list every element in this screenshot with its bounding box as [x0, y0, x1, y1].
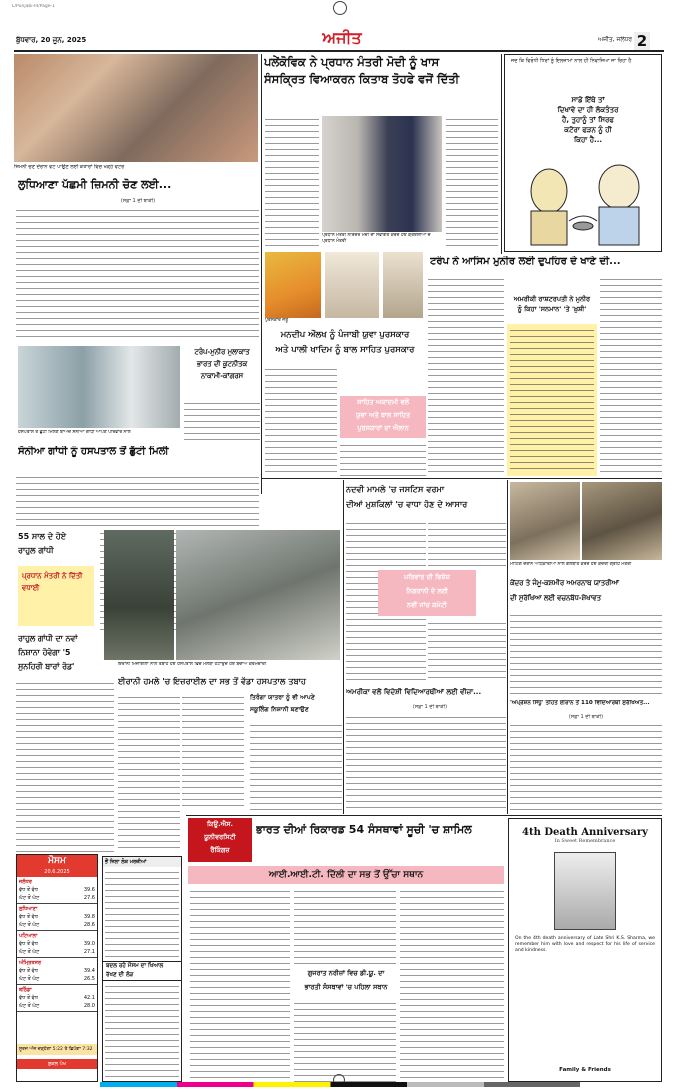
- rahul-pull-quote: [18, 566, 94, 626]
- iran-left-photo: [104, 530, 174, 660]
- award-photo-caption: ਪੁਰਸਕਾਰ ਜੇਤੂ: [265, 318, 289, 323]
- plenkovic-headline-2: ਸੰਸਕ੍ਰਿਤ ਵਿਆਕਰਨ ਕਿਤਾਬ ਤੋਹਫੇ ਵਜੋਂ ਦਿੱਤੀ: [264, 72, 460, 86]
- weather-city: [17, 877, 97, 904]
- nadvi-body-right: [428, 520, 506, 568]
- kashmir-photo-caption: ਮੀਟਿੰਗ ਦੌਰਾਨ ਅਧਿਕਾਰੀਆਂ ਨਾਲ ਗੱਲਬਾਤ ਕਰਦੇ ਹੋਏ ਕੇਂਦਰੀ ਗ੍ਰਹਿ ਮੰਤਰੀ: [510, 562, 632, 567]
- qs-headline: ਭਾਰਤ ਦੀਆਂ ਰਿਕਾਰਡ 54 ਸੰਸਥਾਵਾਂ ਸੂਚੀ 'ਚ ਸ਼ਾਮਿਲ: [256, 823, 472, 836]
- award-callout-2: ਯੁਵਾ ਅਤੇ ਬਾਲ ਸਾਹਿਤ: [356, 411, 410, 419]
- iran-hospital-photo: [176, 530, 340, 660]
- weather-min-row: [19, 894, 95, 902]
- award-callout-1: ਸਾਹਿਤ ਅਕਾਦਮੀ ਵਲੋਂ: [357, 398, 409, 406]
- weather-min-value: 27.6: [83, 895, 95, 901]
- sonia-photo: [18, 346, 180, 428]
- nadvi-headline-2: ਦੀਆਂ ਮੁਸ਼ਕਿਲਾਂ 'ਚ ਵਾਧਾ ਹੋਣ ਦੇ ਆਸਾਰ: [346, 499, 468, 509]
- award-callout-3: ਪੁਰਸਕਾਰਾਂ ਦਾ ਐਲਾਨ: [357, 424, 409, 432]
- visa-headline: ਅਮਰੀਕਾ ਵਲੋਂ ਵਿਦੇਸ਼ੀ ਵਿਦਿਆਰਥੀਆਂ ਲਈ ਵੀਜ਼ਾ...: [346, 688, 482, 696]
- printer-line: L/Punjabi-III/Page-1: [12, 4, 55, 9]
- weather-min-label: ਘੱਟ ਤੋਂ ਘੱਟ: [19, 1003, 40, 1009]
- tiranga-headline-1: ਤਿਰੰਗਾ ਯਾਤਰਾ ਨੂੰ ਵੀ ਆਪਣੇ: [250, 694, 315, 701]
- weather-min-row: [19, 948, 95, 956]
- qs-body-1: [190, 888, 290, 1082]
- rahul-slogan-3: ਸੁਨਹਿਰੀ ਬਾਰਾਂ ਰੋਡ': [18, 662, 75, 671]
- death-anniversary-body: On the 4th death anniversary of Late Shri K.S. Sharma, we remember him with love and respect for his life of service and kindness.: [515, 936, 655, 953]
- ludhiana-body: [16, 207, 259, 341]
- qs-sub2-2: ਭਾਰਤੀ ਸੰਸਥਾਵਾਂ 'ਚ ਪਹਿਲਾ ਸਥਾਨ: [304, 983, 388, 991]
- weather-max-label: ਵੱਧ ਤੋਂ ਵੱਧ: [19, 968, 38, 974]
- plenkovic-body-left: [265, 116, 319, 246]
- meeting-headline-3: ਨਾਕਾਮੀ-ਕਾਂਗਰਸ: [200, 372, 244, 380]
- award-portrait-1: [325, 252, 379, 318]
- weather-max-value: 39.6: [83, 887, 95, 893]
- weather-city: [17, 904, 97, 931]
- plenkovic-photo-caption: ਪ੍ਰਧਾਨ ਮੰਤਰੀ ਨਰਿੰਦਰ ਮੋਦੀ ਦਾ ਸਵਾਗਤ ਕਰਦੇ ਹੋਏ ਕ੍ਰੋਏਸ਼ੀਆ ਦੇ ਪ੍ਰਧਾਨ ਮੰਤਰੀ: [322, 233, 431, 244]
- qs-sub2-1: ਗੁਜਰਾਤ ਨਰੀਜ਼ਾਂ ਵਿਚ ਡੀ.ਯੂ. ਦਾ: [307, 969, 385, 977]
- weather-max-value: 39.8: [83, 914, 95, 920]
- page-number: 2: [634, 32, 650, 50]
- weather-min-label: ਘੱਟ ਤੋਂ ਘੱਟ: [19, 895, 40, 901]
- rahul-55-headline: [18, 530, 98, 564]
- ludhiana-voters-photo: [14, 54, 258, 162]
- iran-photo-caption: ਇਰਾਨੀ ਮਿਜ਼ਾਈਲਾਂ ਨਾਲ ਤਬਾਹ ਹੋਏ ਹਸਪਤਾਲ ਵਿਚ ਮਲਬਾ ਹਟਾਉਂਦੇ ਹੋਏ ਬਚਾਅ ਕਰਮਚਾਰੀ: [118, 662, 267, 667]
- horizontal-rule-mid: [262, 478, 662, 479]
- qs-badge-2: ਯੂਨੀਵਰਸਿਟੀ: [204, 833, 236, 841]
- cartoon-figures: [509, 151, 659, 249]
- kashmir-meeting-photo-1: [510, 482, 580, 560]
- weather-city-name: ਪਟਿਆਲਾ: [19, 933, 38, 939]
- award-body-right: [340, 442, 426, 476]
- award-portrait-2: [383, 252, 423, 318]
- weather-max-label: ਵੱਧ ਤੋਂ ਵੱਧ: [19, 995, 38, 1001]
- weather-min-value: 28.0: [83, 1003, 95, 1009]
- weather-min-value: 28.6: [83, 922, 95, 928]
- continued-label: (ਸਫ਼ਾ 1 ਦੀ ਬਾਕੀ): [120, 198, 156, 204]
- trump-munir-meeting-body: [184, 400, 260, 442]
- nadvi-callout-3: ਨਵੀਂ ਜਾਂਚ ਕਮੇਟੀ: [407, 601, 447, 609]
- weather-city: [17, 958, 97, 985]
- trump-munir-lunch-headline: ਟਰੰਪ ਨੇ ਆਸਿਮ ਮੁਨੀਰ ਲਈ ਦੁਪਹਿਰ ਦੇ ਖਾਣੇ ਦੀ...: [430, 256, 621, 267]
- weather-title-bar: [17, 855, 97, 877]
- header-rule: [14, 50, 664, 52]
- cartoon-speech-5: ਕਿਹਾ ਹੈ...: [573, 136, 603, 144]
- plenkovic-headline-1: ਪਲੇਂਕੋਵਿਕ ਨੇ ਪ੍ਰਧਾਨ ਮੰਤਰੀ ਮੋਦੀ ਨੂੰ ਖਾਸ: [264, 55, 440, 69]
- weather-date: 20.6.2025: [44, 869, 70, 875]
- death-anniversary-ad: [508, 818, 662, 1082]
- sonia-body: [16, 474, 259, 526]
- visa-body: [346, 714, 506, 810]
- death-anniversary-signoff: Family & Friends: [559, 1067, 611, 1073]
- modi-plenkovic-photo: [322, 116, 442, 232]
- weather-city: [17, 931, 97, 958]
- plenkovic-body-right: [446, 116, 498, 246]
- weather-city: [17, 985, 97, 1012]
- weather-city-name: ਜਲੰਧਰ: [19, 879, 32, 885]
- kashmir-body: [510, 612, 662, 696]
- qs-badge: [188, 818, 252, 862]
- weather-max-row: [19, 886, 95, 894]
- death-anniversary-subtitle: In Sweet Remembrance: [554, 838, 616, 844]
- qs-body-2: [294, 888, 396, 964]
- qs-body-4: [400, 888, 504, 1082]
- weather-min-row: [19, 1002, 95, 1010]
- kashmir-headline-1: ਕੇਂਦਰ ਤੇ ਜੰਮੂ-ਕਸ਼ਮੀਰ ਅਮਰਨਾਥ ਯਾਤਰੀਆਂ: [510, 579, 619, 587]
- weather-min-value: 27.1: [83, 949, 95, 955]
- registration-mark-top: [333, 1, 347, 15]
- afghan-continued: (ਸਫ਼ਾ 1 ਦੀ ਬਾਕੀ): [568, 714, 604, 720]
- afghan-body: [510, 722, 662, 814]
- weather-box: [16, 854, 98, 1082]
- rahul-55-line-1: 55 ਸਾਲ ਦੇ ਹੋਏ: [18, 532, 67, 541]
- cartoon-speech-4: ਕਟੋਰਾ ਫੜਨ ਨੂੰ ਹੀ: [564, 126, 612, 134]
- nadvi-headline-1: ਨਦਵੀ ਮਾਮਲੇ 'ਚ ਜਸਟਿਸ ਵਰਮਾ: [346, 484, 445, 494]
- cartoon-frame: [504, 54, 662, 252]
- nadvi-callout: [378, 570, 476, 616]
- iran-headline: ਈਰਾਨੀ ਹਮਲੇ 'ਚ ਇਜ਼ਰਾਈਲ ਦਾ ਸਭ ਤੋਂ ਵੱਡਾ ਹਸਪਤਾਲ ਤਬਾਹ: [118, 676, 307, 686]
- masthead: ਅਜੀਤ: [322, 28, 362, 47]
- weather-city-name: ਲੁਧਿਆਣਾ: [19, 906, 38, 912]
- rahul-pull-quote-text: ਪ੍ਰਧਾਨ ਮੰਤਰੀ ਨੇ ਦਿੱਤੀ ਵਧਾਈ: [22, 572, 83, 592]
- tiranga-body: [250, 722, 342, 810]
- rahul-55-line-2: ਰਾਹੁਲ ਗਾਂਧੀ: [18, 546, 54, 555]
- issue-date: ਬੁੱਧਵਾਰ, 20 ਜੂਨ, 2025: [16, 36, 87, 44]
- nadvi-body-bottom: [428, 620, 506, 680]
- weather-min-row: [19, 921, 95, 929]
- award-callout: [340, 396, 426, 438]
- weather-city-name: ਬਠਿੰਡਾ: [19, 987, 32, 993]
- award-headline-box: [265, 328, 425, 362]
- diary-box: [102, 856, 182, 1082]
- cartoon-caption: ਜਦ ਕਿ ਵਿਰੋਧੀ ਧਿਰਾਂ ਨੂੰ ਇਲਜ਼ਾਮਾਂ ਨਾਲ ਹੀ ਨਿਵਾਜਿਆ ਜਾ ਰਿਹਾ ਹੈ: [511, 58, 632, 64]
- award-headline-1: ਮਨਦੀਪ ਔਲਖ ਨੂੰ ਪੰਜਾਬੀ ਯੁਵਾ ਪੁਰਸਕਾਰ: [280, 330, 410, 340]
- weather-title: ਮੌਸਮ: [48, 856, 66, 866]
- edition-label: ਅਜੀਤ, ਜਲੰਧਰ: [597, 36, 632, 43]
- diary-headline-1: ਬਦਲ ਰਹੇ ਮੌਸਮ ਦਾ ਖਿਆਲ: [106, 963, 164, 969]
- weather-min-label: ਘੱਟ ਤੋਂ ਘੱਟ: [19, 949, 40, 955]
- weather-max-value: 39.0: [83, 941, 95, 947]
- weather-max-value: 42.1: [83, 995, 95, 1001]
- weather-max-label: ਵੱਧ ਤੋਂ ਵੱਧ: [19, 914, 38, 920]
- iran-body-2: [182, 694, 244, 810]
- ludhiana-headline: ਲੁਧਿਆਣਾ ਪੱਛਮੀ ਜ਼ਿਮਨੀ ਚੋਣ ਲਈ...: [18, 178, 172, 191]
- rahul-slogan-headline: [18, 632, 114, 678]
- sonia-photo-caption: ਹਸਪਤਾਲ ਤੋਂ ਛੁੱਟੀ ਮਿਲਣ ਬਾਅਦ ਸੋਨੀਆ ਗਾਂਧੀ ਆਪਣੇ ਪਰਿਵਾਰ ਨਾਲ: [18, 430, 131, 435]
- weather-min-row: [19, 975, 95, 983]
- rahul-slogan-1: ਰਾਹੁਲ ਗਾਂਧੀ ਦਾ ਨਵਾਂ: [18, 634, 78, 643]
- weather-max-row: [19, 940, 95, 948]
- qs-subheadline-text: ਆਈ.ਆਈ.ਟੀ. ਦਿੱਲੀ ਦਾ ਸਭ ਤੋਂ ਉੱਚਾ ਸਥਾਨ: [268, 870, 424, 880]
- award-headline-2: ਅਤੇ ਪਾਲੀ ਖਾਦਿਮ ਨੂੰ ਬਾਲ ਸਾਹਿਤ ਪੁਰਸਕਾਰ: [275, 345, 415, 355]
- kashmir-headline: [510, 576, 662, 608]
- weather-min-value: 26.5: [83, 976, 95, 982]
- nadvi-callout-2: ਨਿਗਰਾਨੀ ਦੇ ਲਈ: [406, 587, 448, 595]
- meeting-headline-2: ਭਾਰਤ ਦੀ ਕੂਟਨੀਤਕ: [196, 360, 248, 368]
- cartoon-speech-1: ਸਾਡੇ ਇੱਥੇ ਤਾਂ: [571, 96, 605, 104]
- weather-note: ਸ਼ੁਕਲ ਪੱਖ: [17, 1059, 97, 1069]
- award-book-photo: [265, 252, 321, 318]
- cartoon-speech-2: ਦਿਖਾਵੇ ਦਾ ਹੀ ਲੋਕਤੰਤਰ: [557, 106, 619, 114]
- nadvi-headline: [346, 482, 506, 518]
- iran-body-1: [118, 694, 180, 852]
- sonia-headline: ਸੋਨੀਆ ਗਾਂਧੀ ਨੂੰ ਹਸਪਤਾਲ ਤੋਂ ਛੁੱਟੀ ਮਿਲੀ: [18, 446, 169, 457]
- trump-quote-2: ਨੂੰ ਕਿਹਾ 'ਸਨਮਾਨ' 'ਤੇ 'ਖ਼ੁਸ਼ੀ': [517, 305, 587, 313]
- diary-headline: [103, 961, 181, 981]
- qs-subheadline: [188, 866, 504, 884]
- rahul-slogan-body: [16, 680, 114, 852]
- weather-max-row: [19, 994, 95, 1002]
- rahul-slogan-2: ਨਿਸ਼ਾਨਾ ਹੋਵੇਗਾ '5: [18, 648, 71, 657]
- trump-highlight-box: [507, 324, 597, 476]
- death-anniversary-title: 4th Death Anniversary: [522, 827, 648, 838]
- weather-max-label: ਵੱਧ ਤੋਂ ਵੱਧ: [19, 887, 38, 893]
- weather-footer: ਸੂਰਜ ਅੱਜ ਚੜ੍ਹੇਗਾ 5:22 ਤੇ ਛਿਪੇਗਾ 7:32: [17, 1044, 97, 1055]
- qs-badge-3: ਰੈਂਕਿੰਗਜ਼: [210, 846, 230, 854]
- ludhiana-photo-caption: ਜ਼ਿਮਨੀ ਚੋਣ ਦੌਰਾਨ ਵੋਟ ਪਾਉਣ ਲਈ ਕਤਾਰਾਂ ਵਿਚ ਖੜ੍ਹੇ ਵੋਟਰ: [14, 164, 125, 170]
- cartoon-speech-3: ਹੈ, ਤੁਹਾਨੂੰ ਤਾਂ ਸਿਰਫ: [562, 116, 614, 124]
- column-rule-1: [261, 54, 262, 494]
- trump-munir-lunch-body-1: [428, 276, 504, 476]
- diary-headline-2: ਰੱਖਣ ਦੀ ਲੋੜ: [106, 972, 134, 978]
- nadvi-callout-1: ਪਰਿਵਾਰ ਦੀ ਵਿਸ਼ੇਸ਼: [404, 573, 450, 581]
- weather-max-row: [19, 913, 95, 921]
- qs-body-3: [294, 1000, 396, 1082]
- kashmir-headline-2: ਦੀ ਸੁਰੱਖਿਆ ਲਈ ਵਚਨਬੱਧ-ਸ਼ੇਖਾਵਤ: [510, 594, 601, 602]
- trump-munir-meeting-head: [184, 346, 260, 396]
- trump-quote-1: ਅਮਰੀਕੀ ਰਾਸ਼ਟਰਪਤੀ ਨੇ ਮੁਨੀਰ: [513, 295, 591, 303]
- qs-sub2: [294, 966, 398, 996]
- column-rule-4: [507, 480, 508, 814]
- kashmir-meeting-photo-2: [582, 482, 662, 560]
- trump-quote-box: [507, 294, 597, 320]
- award-body-left: [265, 366, 337, 476]
- death-anniversary-portrait: [554, 852, 616, 930]
- tiranga-headline: [250, 692, 342, 720]
- weather-max-row: [19, 967, 95, 975]
- color-bar: [100, 1082, 580, 1087]
- weather-min-label: ਘੱਟ ਤੋਂ ਘੱਟ: [19, 922, 40, 928]
- afghan-headline: 'ਅਪ੍ਰੇਸ਼ਨ ਸਿੰਧੂ' ਤਹਿਤ ਈਰਾਨ ਤੋਂ 110 ਵਿਦਿਆਰਥੀ ਸੁਰੱਖਿਅਤ...: [510, 700, 650, 706]
- trump-munir-lunch-body-2: [600, 276, 662, 476]
- tiranga-headline-2: ਸਕੂਲਿੰਗ ਨਿਸ਼ਾਨੀ ਬਣਾਉਣ: [250, 706, 309, 713]
- weather-min-label: ਘੱਟ ਤੋਂ ਘੱਟ: [19, 976, 40, 982]
- weather-table: [17, 877, 97, 1012]
- weather-max-label: ਵੱਧ ਤੋਂ ਵੱਧ: [19, 941, 38, 947]
- cartoon-speech: [515, 95, 661, 145]
- weather-city-name: ਅੰਮ੍ਰਿਤਸਰ: [19, 960, 41, 966]
- column-rule-3: [343, 480, 344, 814]
- qs-badge-1: ਕਿਊ.ਐਸ.: [206, 820, 234, 828]
- weather-max-value: 39.4: [83, 968, 95, 974]
- column-rule-2: [501, 54, 502, 254]
- meeting-headline-1: ਟਰੰਪ-ਮੁਨੀਰ ਮੁਲਾਕਾਤ: [194, 348, 250, 356]
- plenkovic-headline-box: [264, 54, 498, 114]
- horizontal-rule-bottom: [186, 815, 662, 816]
- visa-continued: (ਸਫ਼ਾ 1 ਦੀ ਬਾਕੀ): [412, 704, 448, 710]
- diary-subhead: ਭੌਂ ਜਿਲਾ ਲੋਕ ਮਰਜ਼ੀਆਂ: [103, 857, 181, 867]
